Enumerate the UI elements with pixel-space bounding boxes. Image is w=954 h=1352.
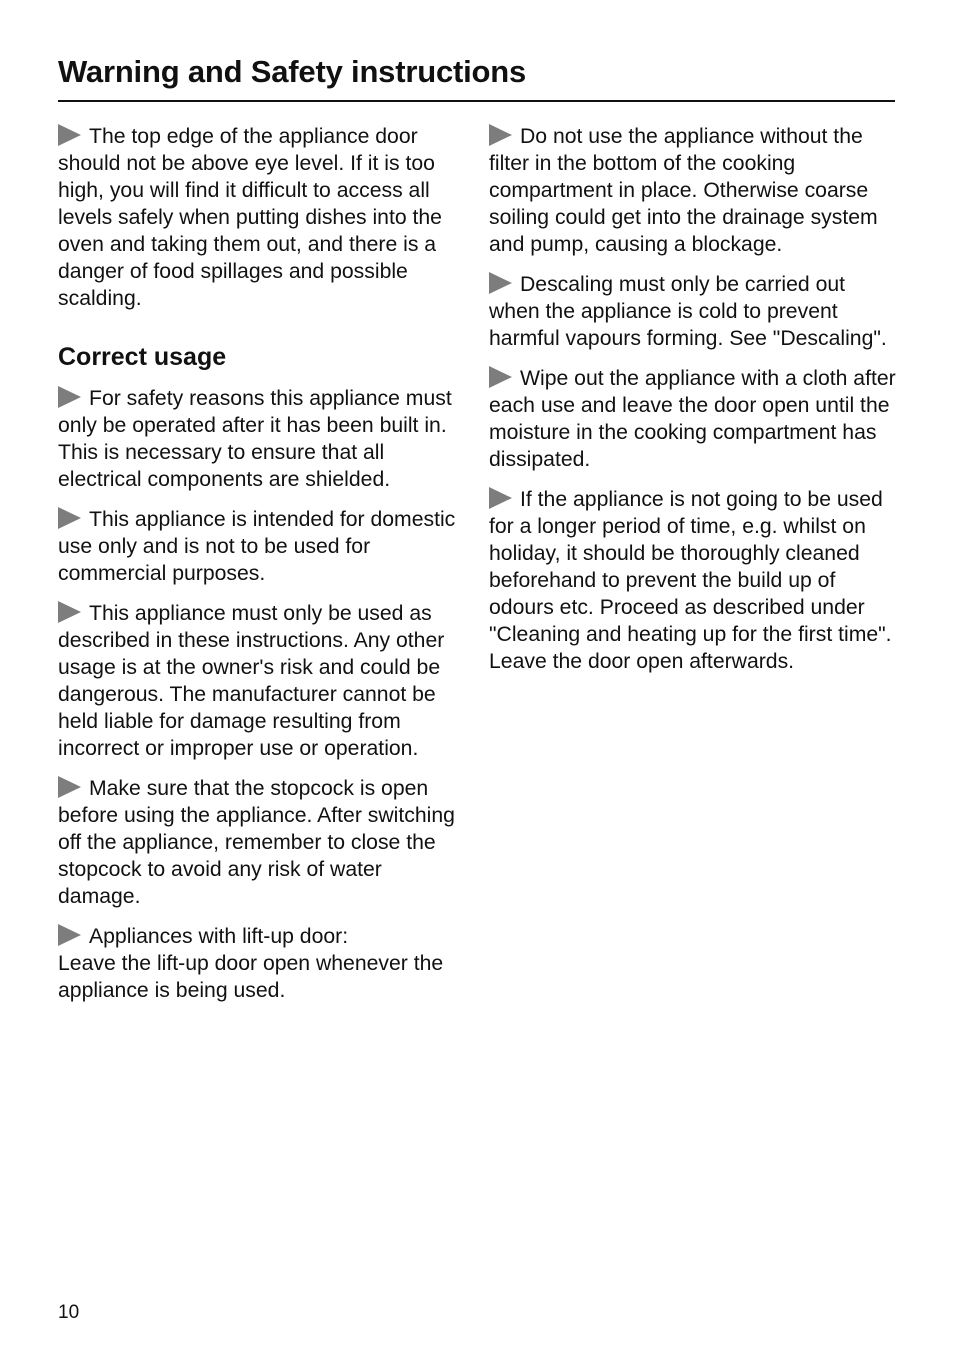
lift-up-door-heading: Appliances with lift-up door: (89, 925, 349, 948)
instruction-item (58, 600, 468, 762)
instruction-item (58, 385, 468, 493)
instruction-text: Do not use the appliance without the filter in the bottom of the cooking compartment in place. Otherwise coarse soiling could get into the drainage system and pump, causing a blockage. (489, 125, 878, 256)
lift-up-door-text: Leave the lift-up door open whenever the appliance is being used. (58, 952, 444, 1002)
instruction-item-lift-up-door (58, 923, 468, 1004)
instruction-item (58, 506, 468, 587)
section-heading-correct-usage: Correct usage (58, 343, 227, 371)
instruction-item (489, 271, 899, 352)
page-title: Warning and Safety instructions (58, 54, 527, 89)
instruction-text: This appliance must only be used as described in these instructions. Any other usage is at the owner's risk and could be dangerous. The manufacturer cannot be held liable for damage resulting from incorrect or improper use or operation. (58, 602, 445, 760)
title-divider (58, 100, 895, 102)
right-column (489, 123, 899, 688)
left-column (58, 123, 468, 1017)
arrow-bullet-icon (58, 124, 81, 146)
instruction-text: This appliance is intended for domestic use only and is not to be used for commercial purposes. (58, 508, 456, 585)
instruction-text: Wipe out the appliance with a cloth after each use and leave the door open until the moisture in the cooking compartment has dissipated. (489, 367, 896, 471)
arrow-bullet-icon (489, 272, 512, 294)
instruction-text: The top edge of the appliance door should not be above eye level. If it is too high, you will find it difficult to access all levels safely when putting dishes into the oven and taking them out, and there is a danger of food spillages and possible scalding. (58, 125, 442, 310)
arrow-bullet-icon (58, 776, 81, 798)
arrow-bullet-icon (489, 366, 512, 388)
instruction-text: If the appliance is not going to be used for a longer period of time, e.g. whilst on holiday, it should be thoroughly cleaned beforehand to prevent the build up of odours etc. Proceed as described under "Cleaning and heating up for the first time". Leave the door open afterwards. (489, 488, 892, 673)
instruction-text: Descaling must only be carried out when the appliance is cold to prevent harmful vapours forming. See "Descaling". (489, 273, 887, 350)
arrow-bullet-icon (58, 924, 81, 946)
instruction-item (58, 123, 468, 312)
instruction-item (489, 123, 899, 258)
arrow-bullet-icon (58, 507, 81, 529)
arrow-bullet-icon (58, 601, 81, 623)
instruction-text: Make sure that the stopcock is open before using the appliance. After switching off the appliance, remember to close the stopcock to avoid any risk of water damage. (58, 777, 455, 908)
page-number: 10 (58, 1302, 80, 1323)
instruction-item (489, 365, 899, 473)
arrow-bullet-icon (58, 386, 81, 408)
arrow-bullet-icon (489, 124, 512, 146)
arrow-bullet-icon (489, 487, 512, 509)
instruction-text: For safety reasons this appliance must only be operated after it has been built in. This is necessary to ensure that all electrical components are shielded. (58, 387, 452, 491)
instruction-item (489, 486, 899, 675)
instruction-item (58, 775, 468, 910)
